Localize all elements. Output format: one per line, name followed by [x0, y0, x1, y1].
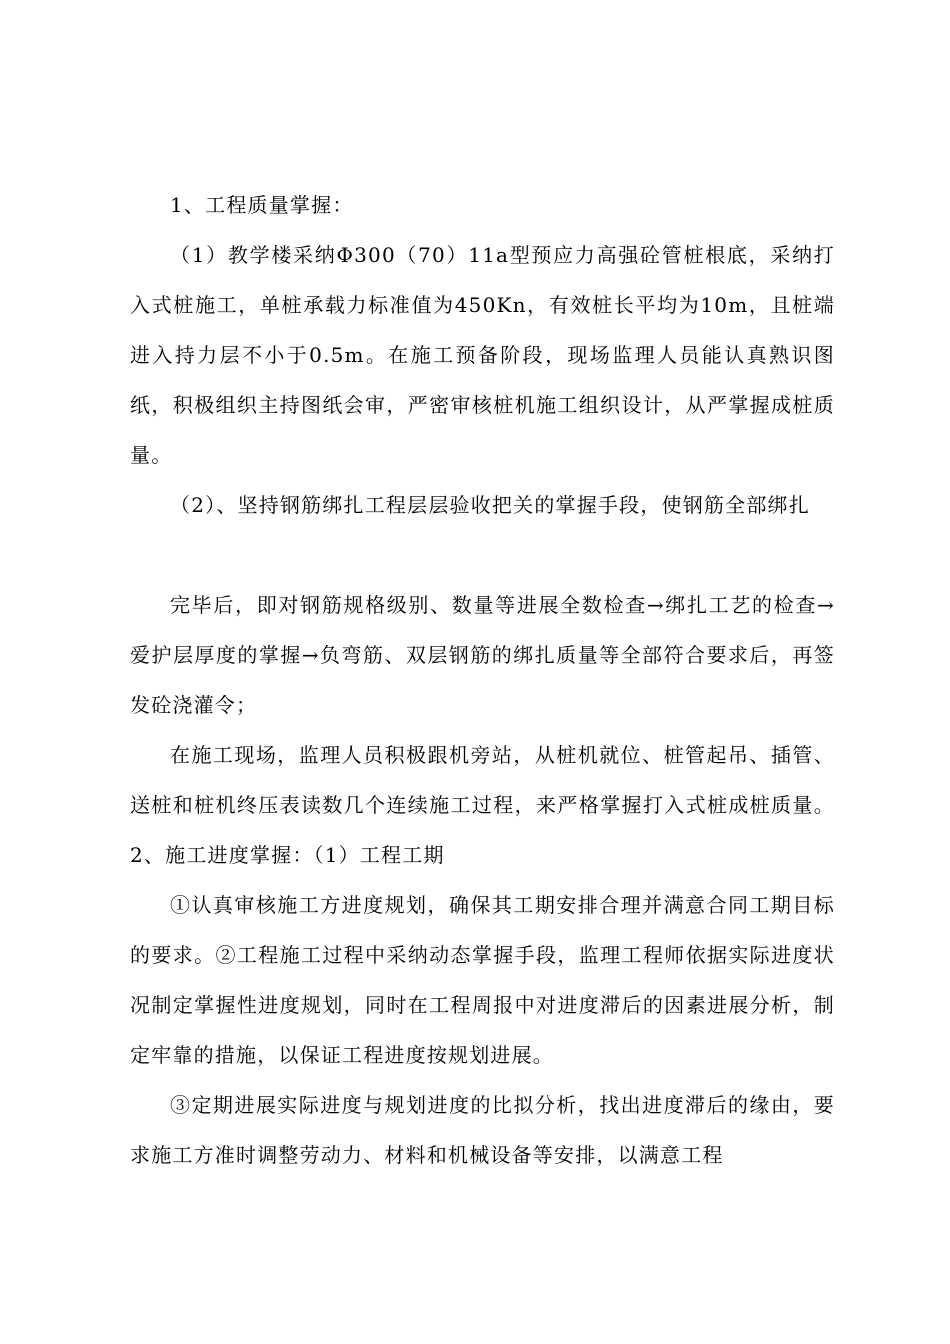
paragraph-rebar-checks: 完毕后，即对钢筋规格级别、数量等进展全数检查→绑扎工艺的检查→爱护层厚度的掌握→负弯筋、双层钢筋的绑扎质量等全部符合要求后，再签发砼浇灌令； [130, 593, 835, 717]
paragraph-progress-comparison: ③定期进展实际进度与规划进度的比拟分析，找出进度滞后的缘由，要求施工方准时调整劳动力、材料和机械设备等安排，以满意工程 [130, 1093, 835, 1167]
paragraph-site-supervision: 在施工现场，监理人员积极跟机旁站，从桩机就位、桩管起吊、插管、送桩和桩机终压表读数几个连续施工过程，来严格掌握打入式桩成桩质量。2、施工进度掌握：（1）工程工期 [130, 743, 835, 867]
section-heading-quality: 1、工程质量掌握： [170, 193, 354, 217]
paragraph-pile-foundation: （1）教学楼采纳Φ300（70）11a型预应力高强砼管桩根底，采纳打入式桩施工，单桩承载力标准值为450Kn，有效桩长平均为10m，且桩端进入持力层不小于0.5m。在施工预备阶段，现场监理人员能认真熟识图纸，积极组织主持图纸会审，严密审核桩机施工组织设计，从严掌握成桩质量。 [130, 243, 835, 467]
paragraph-schedule-review: ①认真审核施工方进度规划，确保其工期安排合理并满意合同工期目标的要求。②工程施工过程中采纳动态掌握手段，监理工程师依据实际进度状况制定掌握性进度规划，同时在工程周报中对进度滞后的因素进展分析，制定牢靠的措施，以保证工程进度按规划进展。 [130, 893, 835, 1067]
paragraph-rebar-inspection: （2）、坚持钢筋绑扎工程层层验收把关的掌握手段，使钢筋全部绑扎 [170, 493, 810, 517]
